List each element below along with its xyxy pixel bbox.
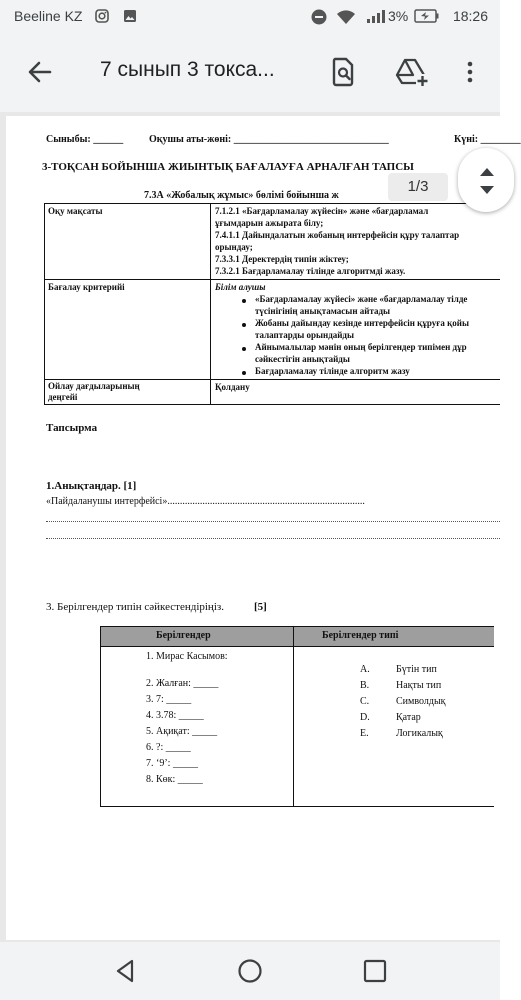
- answer-line: [46, 521, 500, 522]
- nav-home-button[interactable]: [236, 957, 264, 985]
- type-letter: D.: [360, 712, 370, 723]
- task3-points: [5]: [254, 601, 267, 613]
- type-column-header: Берілгендер типі: [322, 630, 399, 641]
- given-item: 4. 3.78: _____: [146, 710, 204, 721]
- image-icon: [122, 8, 138, 27]
- criteria-label: Бағалау критерийі: [48, 282, 125, 292]
- type-name: Логикалық: [396, 728, 443, 739]
- task1-prompt: «Пайдаланушы интерфейсі»...............................................................................: [46, 496, 365, 507]
- scroll-arrows-icon: [458, 148, 514, 212]
- thinking-skills-label: деңгейі: [48, 392, 78, 402]
- add-to-drive-icon: [393, 54, 429, 90]
- criteria-bullet: «Бағдарламалау жүйесі» және «бағдарламалау тілде: [255, 294, 468, 304]
- more-vert-icon: [452, 54, 488, 90]
- criteria-bullet: түсінігінің анықтамасын айтады: [255, 306, 391, 316]
- carrier-label: Beeline KZ: [14, 8, 83, 24]
- answer-line: [46, 538, 500, 539]
- class-label: Сыныбы: ______: [46, 134, 124, 145]
- home-circle-icon: [236, 957, 264, 985]
- thinking-skills-label: Ойлау дағдыларының: [48, 381, 140, 391]
- more-options-button[interactable]: [452, 54, 488, 90]
- nav-recents-button[interactable]: [361, 957, 389, 985]
- thinking-skills-value: Қолдану: [215, 382, 250, 392]
- task3-title: 3. Берілгендер типін сәйкестендіріңіз.: [46, 601, 224, 613]
- search-in-document-button[interactable]: [325, 54, 361, 90]
- add-to-drive-button[interactable]: [393, 54, 429, 90]
- document-title-heading: 3-ТОҚСАН БОЙЫНША ЖИЫНТЫҚ БАҒАЛАУҒА АРНАЛҒАН ТАПСЫ: [42, 161, 414, 173]
- document-viewer[interactable]: [0, 112, 521, 942]
- system-nav-bar: [0, 942, 500, 1000]
- instagram-icon: [94, 8, 110, 27]
- page-indicator: 1/3: [388, 173, 448, 201]
- type-name: Қатар: [396, 712, 421, 723]
- page-scroll-handle[interactable]: [458, 148, 514, 212]
- document-subtitle: 7.3А «Жобалық жұмыс» бөлімі бойынша ж: [144, 190, 339, 201]
- objective-line: 7.4.1.1 Дайындалатын жобаның интерфейсін құру талаптар: [215, 230, 460, 240]
- app-bar: [0, 34, 500, 113]
- given-item: 8. Көк: _____: [146, 774, 203, 785]
- given-item: 5. Ақиқат: _____: [146, 726, 218, 737]
- objective-line: 7.3.2.1 Бағдарламалау тілінде алгоритмді жазу.: [215, 266, 406, 276]
- criteria-bullet: сәйкестігін анықтайды: [255, 354, 350, 364]
- back-triangle-icon: [112, 957, 140, 985]
- nav-back-button[interactable]: [112, 957, 140, 985]
- objective-line: ұғымдарын ажырата білу;: [215, 218, 324, 228]
- task1-title: 1.Анықтаңдар. [1]: [46, 480, 137, 492]
- objective-line: 7.3.3.1 Деректердің типін жіктеу;: [215, 254, 349, 264]
- objective-line: орындау;: [215, 242, 253, 252]
- type-letter: A.: [360, 664, 370, 675]
- student-name-label: Оқушы аты-жөні: _______________________________: [149, 134, 389, 145]
- given-item: 1. Мирас Касымов:: [146, 651, 228, 662]
- wifi-icon: [336, 8, 356, 29]
- battery-icon: [414, 8, 440, 27]
- document-page: [6, 116, 521, 940]
- back-button[interactable]: [22, 54, 58, 90]
- criteria-bullet: талаптарды орындайды: [255, 330, 355, 340]
- arrow-back-icon: [22, 54, 58, 90]
- type-letter: E.: [360, 728, 369, 739]
- status-bar: [0, 0, 500, 34]
- minus-circle-icon: [310, 8, 328, 29]
- criteria-bullet: Бағдарламалау тілінде алгоритм жазу: [255, 366, 410, 376]
- search-doc-icon: [325, 54, 361, 90]
- signal-icon: [366, 8, 386, 27]
- type-name: Символдық: [396, 696, 446, 707]
- criteria-bullet: Жобаны дайындау кезінде интерфейсін құруға қойы: [255, 318, 469, 328]
- criteria-heading: Білім алушы: [215, 282, 266, 292]
- battery-percent: 3%: [388, 8, 409, 24]
- document-title: 7 сынып 3 токса...: [100, 58, 275, 81]
- criteria-bullet: Айнымалылар мәнін оның берілгендер типімен дұр: [255, 342, 467, 352]
- date-label: Күні: ________: [454, 134, 521, 145]
- type-letter: B.: [360, 680, 370, 691]
- objective-line: 7.1.2.1 «Бағдарламалау жүйесін» және «бағдарламал: [215, 206, 429, 216]
- task-section-label: Тапсырма: [46, 422, 98, 434]
- objectives-label: Оқу мақсаты: [48, 206, 103, 216]
- type-name: Нақты тип: [396, 680, 442, 691]
- given-item: 3. 7: _____: [146, 694, 192, 705]
- recents-square-icon: [361, 957, 389, 985]
- type-letter: C.: [360, 696, 370, 707]
- given-item: 2. Жалған: _____: [146, 678, 219, 689]
- given-item: 6. ?: _____: [146, 742, 191, 753]
- given-item: 7. ‘9’: _____: [146, 758, 198, 769]
- clock: 18:26: [452, 8, 488, 24]
- given-column-header: Берілгендер: [156, 630, 211, 641]
- type-name: Бүтін тип: [396, 664, 437, 675]
